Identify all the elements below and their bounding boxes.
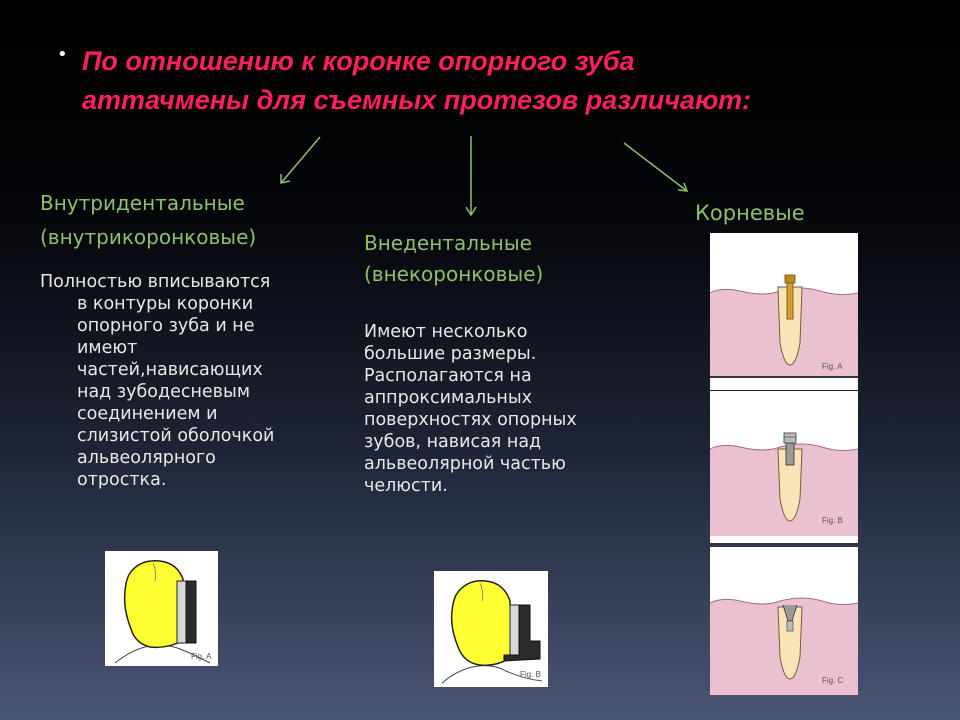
- desc-line: челюсти.: [364, 476, 448, 496]
- root-figure-c-label: Fig. C: [822, 676, 844, 685]
- title-line-2: аттачмены для съемных протезов различают:: [82, 85, 752, 115]
- desc-line: слизистой оболочкой: [77, 426, 275, 446]
- desc-line: поверхностях опорных: [364, 410, 577, 430]
- arrow-center: [466, 136, 476, 215]
- extradental-figure: [434, 571, 548, 687]
- desc-line: частей,нависающих: [77, 360, 263, 380]
- root-figure-a-label: Fig. A: [822, 362, 843, 371]
- intradental-heading-line1: Внутридентальные: [40, 191, 245, 215]
- root-figure-c: [710, 547, 858, 695]
- intradental-heading: [40, 187, 256, 254]
- desc-line: над зубодесневым: [77, 382, 251, 402]
- extradental-heading-line2: (внекоронковые): [364, 262, 544, 286]
- intradental-heading-line2: (внутрикоронковые): [40, 225, 257, 249]
- desc-line: отростка.: [77, 470, 167, 490]
- desc-line: Располагаются на: [364, 366, 532, 386]
- desc-line: аппроксимальных: [364, 388, 533, 408]
- extradental-heading: [364, 228, 543, 290]
- extradental-figure-label: Fig. B: [520, 670, 541, 679]
- intradental-desc-rest: [40, 293, 350, 491]
- root-heading: Корневые: [695, 201, 805, 225]
- arrow-left: [281, 137, 320, 183]
- desc-line: соединением и: [77, 404, 218, 424]
- desc-line: альвеолярного: [77, 448, 216, 468]
- intradental-figure: [105, 551, 218, 666]
- root-figure-b: [710, 391, 858, 543]
- desc-line: в контуры коронки: [77, 294, 254, 314]
- intradental-desc-first-line: Полностью вписываются: [40, 272, 271, 292]
- desc-line: зубов, нависая над: [364, 432, 542, 452]
- title-line-1: По отношению к коронке опорного зуба: [82, 46, 635, 76]
- desc-line: большие размеры.: [364, 344, 537, 364]
- extradental-heading-line1: Внедентальные: [364, 231, 532, 255]
- desc-line: Имеют несколько: [364, 322, 528, 342]
- intradental-figure-label: Fig. A: [191, 652, 212, 661]
- arrow-right: [624, 143, 687, 191]
- extradental-description: [364, 321, 644, 497]
- root-figure-b-label: Fig. B: [822, 516, 843, 525]
- desc-line: опорного зуба и не: [77, 316, 255, 336]
- title-bullet: •: [57, 44, 68, 65]
- desc-line: имеют: [77, 338, 138, 358]
- root-figure-a: [710, 233, 858, 390]
- desc-line: альвеолярной частью: [364, 454, 566, 474]
- intradental-description: [40, 271, 350, 491]
